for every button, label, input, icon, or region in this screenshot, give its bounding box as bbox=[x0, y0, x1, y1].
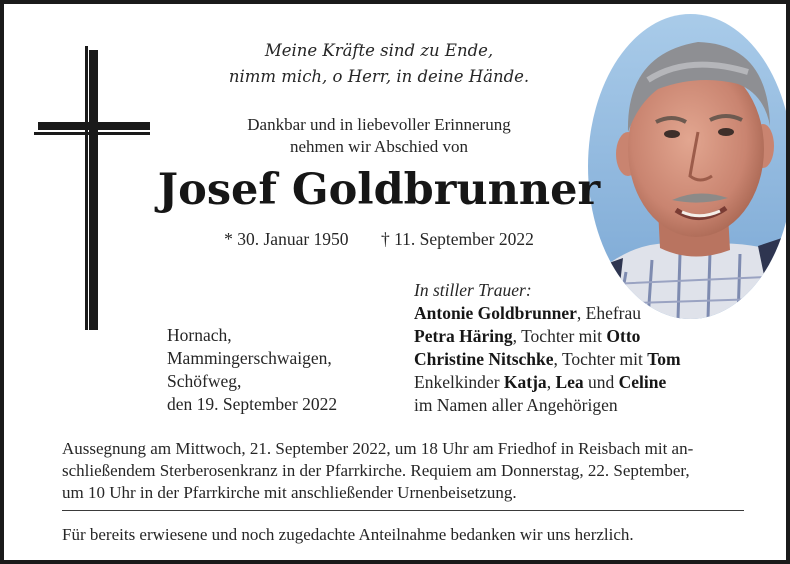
place-line: den 19. September 2022 bbox=[167, 394, 338, 414]
birth-date: * 30. Januar 1950 bbox=[224, 229, 349, 249]
service-line: schließendem Sterberosenkranz in der Pfarrkirche. Requiem am Donnerstag, 22. September, bbox=[62, 461, 690, 480]
mourner-partner: Tom bbox=[647, 349, 681, 369]
grandchild-name: Lea bbox=[555, 372, 584, 392]
cross-icon bbox=[34, 46, 154, 336]
mourner-relation: , Ehefrau bbox=[576, 303, 642, 323]
service-line: um 10 Uhr in der Pfarrkirche mit anschließender Urnenbeisetzung. bbox=[62, 483, 517, 502]
intro-text bbox=[184, 114, 574, 158]
death-date: † 11. September 2022 bbox=[380, 229, 534, 249]
mourner-row bbox=[414, 348, 681, 371]
separator: , bbox=[546, 372, 556, 392]
mourner-row bbox=[414, 302, 681, 325]
mourner-row: im Namen aller Angehörigen bbox=[414, 395, 618, 415]
intro-line: Dankbar und in liebevoller Erinnerung bbox=[247, 115, 511, 134]
service-line: Aussegnung am Mittwoch, 21. September 2022, um 18 Uhr am Friedhof in Reisbach mit an- bbox=[62, 439, 694, 458]
grandchild-name: Celine bbox=[618, 372, 667, 392]
grandchildren-label: Enkelkinder bbox=[414, 372, 504, 392]
mourner-name: Christine Nitschke bbox=[414, 349, 554, 369]
intro-line: nehmen wir Abschied von bbox=[290, 137, 468, 156]
mourner-relation: , Tochter mit bbox=[512, 326, 607, 346]
service-details bbox=[62, 438, 744, 504]
mourner-row bbox=[414, 371, 681, 394]
place-line: Hornach, bbox=[167, 325, 232, 345]
mourners-list bbox=[414, 279, 681, 417]
mourner-name: Petra Häring bbox=[414, 326, 513, 346]
motto-line: nimm mich, o Herr, in deine Hände. bbox=[228, 67, 530, 86]
thanks-note: Für bereits erwiesene und noch zugedachte Anteilnahme bedanken wir uns herzlich. bbox=[62, 525, 634, 544]
portrait-photo bbox=[588, 14, 790, 319]
separator: und bbox=[583, 372, 619, 392]
mourner-row bbox=[414, 325, 681, 348]
place-line: Mammingerschwaigen, bbox=[167, 348, 332, 368]
motto-verse bbox=[184, 38, 574, 90]
mourner-partner: Otto bbox=[606, 326, 641, 346]
grandchild-name: Katja bbox=[503, 372, 547, 392]
place-line: Schöfweg, bbox=[167, 371, 242, 391]
place-and-date bbox=[167, 324, 337, 416]
motto-line: Meine Kräfte sind zu Ende, bbox=[264, 41, 494, 60]
divider bbox=[62, 510, 744, 511]
mourners-heading: In stiller Trauer: bbox=[414, 280, 532, 300]
mourner-relation: , Tochter mit bbox=[553, 349, 648, 369]
deceased-name: Josef Goldbrunner bbox=[157, 165, 601, 215]
life-dates bbox=[184, 228, 574, 250]
mourner-name: Antonie Goldbrunner bbox=[414, 303, 577, 323]
